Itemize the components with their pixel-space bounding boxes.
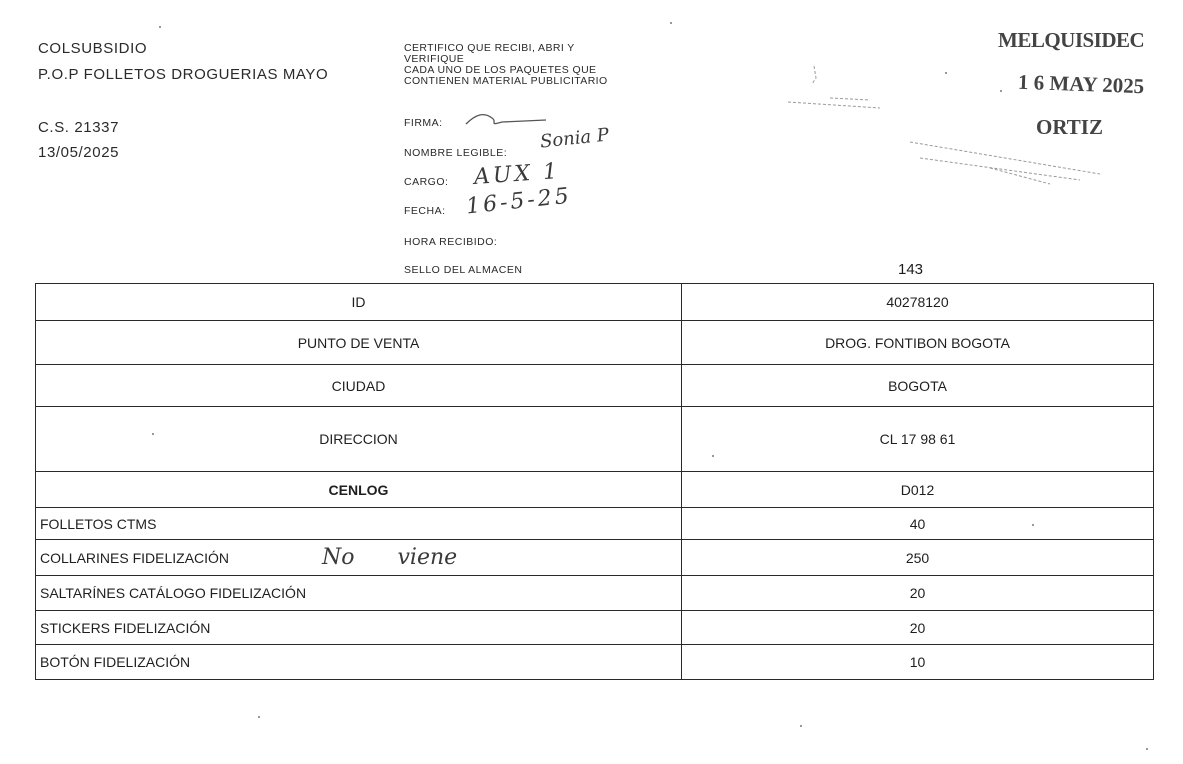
- company-name: COLSUBSIDIO: [38, 40, 148, 57]
- certification-line: CERTIFICO QUE RECIBI, ABRI Y: [404, 42, 575, 54]
- cargo-handwritten: AUX 1: [473, 159, 561, 190]
- table-row: [36, 407, 1154, 472]
- table-row: [36, 611, 1154, 645]
- row-value: DROG. FONTIBON BOGOTA: [682, 321, 1154, 365]
- document-date: 13/05/2025: [38, 144, 120, 161]
- fecha-handwritten: 16-5-25: [464, 183, 573, 220]
- campaign-title: P.O.P FOLLETOS DROGUERIAS MAYO: [38, 66, 329, 83]
- row-label: SALTARÍNES CATÁLOGO FIDELIZACIÓN: [36, 576, 682, 611]
- row-value: 20: [682, 576, 1154, 611]
- nombre-label: NOMBRE LEGIBLE:: [404, 147, 508, 159]
- row-label: ID: [36, 284, 682, 321]
- row-label: FOLLETOS CTMS: [36, 508, 682, 540]
- table-row: [36, 365, 1154, 407]
- table-row: [36, 576, 1154, 611]
- certification-text: [404, 43, 608, 87]
- stamp-name-top: MELQUISIDEC: [998, 28, 1145, 52]
- certification-line: VERIFIQUE: [404, 53, 465, 65]
- row-label: BOTÓN FIDELIZACIÓN: [36, 645, 682, 680]
- hora-recibido-label: HORA RECIBIDO:: [404, 236, 498, 248]
- row-label: STICKERS FIDELIZACIÓN: [36, 611, 682, 645]
- table-row: [36, 472, 1154, 508]
- nombre-handwritten: Sonia P: [539, 124, 611, 153]
- sello-number: 143: [898, 261, 924, 278]
- row-value: 10: [682, 645, 1154, 680]
- sello-almacen-label: SELLO DEL ALMACEN: [404, 264, 523, 276]
- row-label: PUNTO DE VENTA: [36, 321, 682, 365]
- faded-stamp-marks: [780, 58, 1110, 198]
- row-label: CENLOG: [36, 472, 682, 508]
- row-value: BOGOTA: [682, 365, 1154, 407]
- row-value: D012: [682, 472, 1154, 508]
- row-value: 40: [682, 508, 1154, 540]
- handwritten-note: No viene: [322, 545, 458, 570]
- table-row: [36, 284, 1154, 321]
- firma-label: FIRMA:: [404, 117, 443, 129]
- fecha-label: FECHA:: [404, 205, 446, 217]
- table-row: [36, 645, 1154, 680]
- row-value: 250: [682, 540, 1154, 576]
- document-code: C.S. 21337: [38, 119, 120, 136]
- signature-scribble: [462, 108, 552, 130]
- stamp-date: 1 6 MAY 2025: [1017, 69, 1145, 99]
- table-row: [36, 321, 1154, 365]
- certification-line: CADA UNO DE LOS PAQUETES QUE: [404, 64, 597, 76]
- certification-line: CONTIENEN MATERIAL PUBLICITARIO: [404, 75, 608, 87]
- row-label: COLLARINES FIDELIZACIÓN: [36, 540, 682, 576]
- row-label: DIRECCION: [36, 407, 682, 472]
- stamp-name-bottom: ORTIZ: [1036, 115, 1103, 139]
- table-row: [36, 508, 1154, 540]
- product-table: [35, 283, 1154, 680]
- cargo-label: CARGO:: [404, 176, 449, 188]
- table-row: [36, 540, 1154, 576]
- row-value: 40278120: [682, 284, 1154, 321]
- row-value: 20: [682, 611, 1154, 645]
- row-value: CL 17 98 61: [682, 407, 1154, 472]
- row-label: CIUDAD: [36, 365, 682, 407]
